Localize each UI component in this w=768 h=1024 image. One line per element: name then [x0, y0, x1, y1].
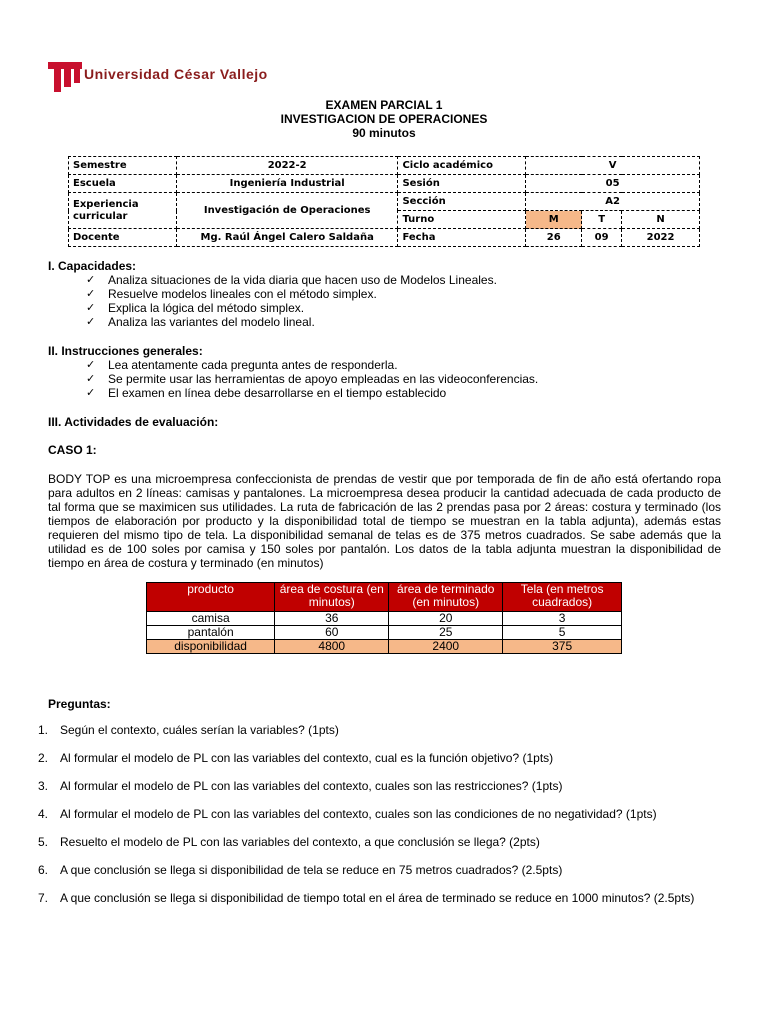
table-header: área de costura (en minutos)	[275, 583, 389, 612]
table-cell: 25	[389, 626, 503, 640]
question-number: 5.	[38, 835, 49, 849]
course-title: INVESTIGACION DE OPERACIONES	[280, 112, 488, 126]
question-number: 6.	[38, 863, 49, 877]
semestre-label: Semestre	[69, 157, 177, 175]
list-item	[36, 779, 726, 793]
question-text: Al formular el modelo de PL con las variables del contexto, cuales son las condiciones de no negatividad? (1pts)	[60, 807, 657, 821]
preguntas-heading: Preguntas:	[48, 697, 111, 711]
fecha-mes: 09	[582, 229, 622, 247]
experiencia-label: Experiencia curricular	[69, 193, 177, 229]
capacidades-list	[86, 273, 497, 329]
turno-t: T	[582, 211, 622, 229]
question-number: 7.	[38, 891, 49, 905]
semestre-value: 2022-2	[176, 157, 398, 175]
list-item: ✓ Lea atentamente cada pregunta antes de responderla.	[86, 358, 538, 372]
question-text: Al formular el modelo de PL con las variables del contexto, cual es la función objetivo? (1pts)	[60, 751, 554, 765]
experiencia-value: Investigación de Operaciones	[176, 193, 398, 229]
production-data-table	[146, 582, 622, 654]
university-name: Universidad César Vallejo	[84, 66, 268, 82]
actividades-heading: III. Actividades de evaluación:	[48, 415, 219, 429]
question-text: Resuelto el modelo de PL con las variables del contexto, a que conclusión se llega? (2pts)	[60, 835, 540, 849]
table-cell: 5	[503, 626, 622, 640]
seccion-value: A2	[526, 193, 700, 211]
exam-title-block	[0, 98, 768, 140]
table-cell: 3	[503, 612, 622, 626]
instrucciones-heading: II. Instrucciones generales:	[48, 344, 203, 358]
question-number: 3.	[38, 779, 49, 793]
escuela-label: Escuela	[69, 175, 177, 193]
capacidades-heading: I. Capacidades:	[48, 259, 137, 273]
list-item	[36, 723, 726, 737]
list-item: ✓ Se permite usar las herramientas de apoyo empleadas en las videoconferencias.	[86, 372, 538, 386]
table-row	[147, 612, 622, 626]
table-header: área de terminado (en minutos)	[389, 583, 503, 612]
question-text: A que conclusión se llega si disponibilidad de tiempo total en el área de terminado se reduce en 1000 minutos? (2.5pts)	[60, 891, 695, 905]
question-text: A que conclusión se llega si disponibilidad de tela se reduce en 75 metros cuadrados? (2.5pts)	[60, 863, 563, 877]
table-cell: 2400	[389, 640, 503, 654]
table-cell: camisa	[147, 612, 275, 626]
table-header: Tela (en metros cuadrados)	[503, 583, 622, 612]
ciclo-label: Ciclo académico	[398, 157, 526, 175]
table-cell: 36	[275, 612, 389, 626]
instrucciones-list	[86, 358, 538, 400]
caso-description: BODY TOP es una microempresa confeccionista de prendas de vestir que por temporada de fin de año está ofertando ropa para adultos en 2 líneas: camisas y pantalones. La microempresa desea producir la cantidad adecuada de cada producto de tal forma que se maximicen sus utilidades. La ruta de fabricación de las 2 prendas pasa por 2 áreas: costura y terminado (los tiempos de elaboración por producto y la disponibilidad total de tiempo se muestran en la tabla adjunta), además estas requieren del mismo tipo de tela. La disponibilidad semanal de telas es de 375 metros cuadrados. Se sabe además que la utilidad es de 100 soles por camisa y 150 soles por pantalón. Los datos de la tabla adjunta muestran la disponibilidad de tiempo en área de costura y terminado (en minutos)	[48, 472, 721, 570]
list-item: ✓ Analiza situaciones de la vida diaria que hacen uso de Modelos Lineales.	[86, 273, 497, 287]
table-cell: 60	[275, 626, 389, 640]
question-number: 4.	[38, 807, 49, 821]
question-text: Según el contexto, cuáles serían la variables? (1pts)	[60, 723, 339, 737]
question-number: 2.	[38, 751, 49, 765]
exam-info-table	[68, 156, 700, 247]
seccion-label: Sección	[398, 193, 526, 211]
preguntas-list	[36, 723, 726, 919]
table-row	[147, 640, 622, 654]
question-text: Al formular el modelo de PL con las variables del contexto, cuales son las restricciones? (1pts)	[60, 779, 563, 793]
list-item	[36, 835, 726, 849]
docente-label: Docente	[69, 229, 177, 247]
list-item: ✓ El examen en línea debe desarrollarse en el tiempo establecido	[86, 386, 538, 400]
sesion-value: 05	[526, 175, 700, 193]
list-item	[36, 751, 726, 765]
turno-n: N	[622, 211, 700, 229]
fecha-anio: 2022	[622, 229, 700, 247]
escuela-value: Ingeniería Industrial	[176, 175, 398, 193]
fecha-dia: 26	[526, 229, 582, 247]
ciclo-value: V	[526, 157, 700, 175]
list-item: ✓ Explica la lógica del método simplex.	[86, 301, 497, 315]
sesion-label: Sesión	[398, 175, 526, 193]
list-item: ✓ Analiza las variantes del modelo lineal.	[86, 315, 497, 329]
table-cell: 4800	[275, 640, 389, 654]
ucv-emblem-icon	[48, 62, 82, 92]
list-item	[36, 863, 726, 877]
list-item	[36, 891, 726, 905]
list-item	[36, 807, 726, 821]
fecha-label: Fecha	[398, 229, 526, 247]
turno-label: Turno	[398, 211, 526, 229]
caso-heading: CASO 1:	[48, 443, 97, 457]
table-header: producto	[147, 583, 275, 612]
question-number: 1.	[38, 723, 49, 737]
list-item: ✓ Resuelve modelos lineales con el método simplex.	[86, 287, 497, 301]
turno-m: M	[526, 211, 582, 229]
exam-title: EXAMEN PARCIAL 1	[325, 98, 443, 112]
table-cell: disponibilidad	[147, 640, 275, 654]
table-cell: pantalón	[147, 626, 275, 640]
table-cell: 20	[389, 612, 503, 626]
exam-duration: 90 minutos	[352, 126, 416, 140]
docente-value: Mg. Raúl Ángel Calero Saldaña	[176, 229, 398, 247]
table-cell: 375	[503, 640, 622, 654]
table-row	[147, 626, 622, 640]
